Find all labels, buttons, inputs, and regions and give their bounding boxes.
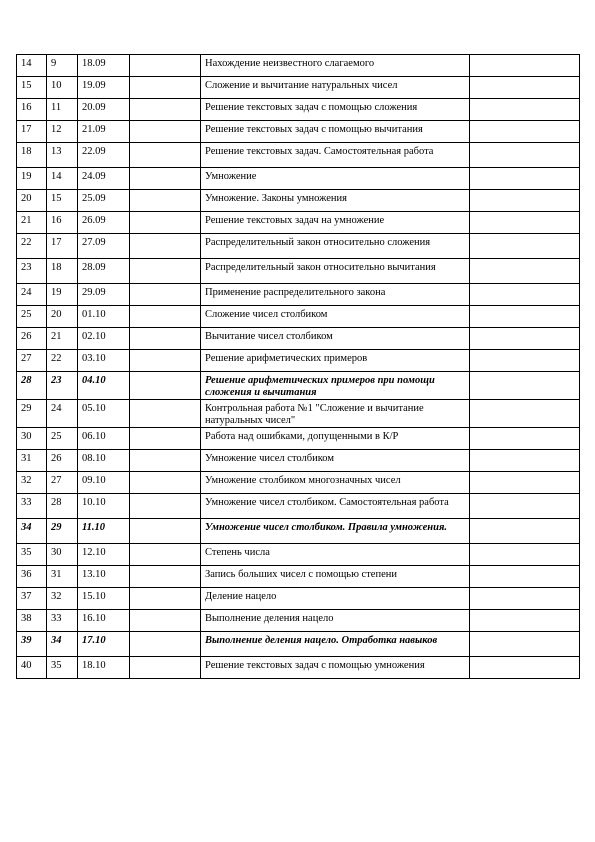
actual-date-cell [130,77,201,99]
lesson-topic-cell: Решение арифметических примеров [201,350,470,372]
notes-cell [470,472,580,494]
notes-cell [470,610,580,632]
topic-lesson-number-cell: 26 [47,450,78,472]
lesson-number-cell: 30 [17,428,47,450]
table-row [17,77,580,99]
lesson-number-cell: 14 [17,55,47,77]
topic-lesson-number-cell: 17 [47,234,78,259]
actual-date-cell [130,168,201,190]
lesson-number-cell: 36 [17,566,47,588]
topic-lesson-number-cell: 13 [47,143,78,168]
actual-date-cell [130,494,201,519]
lesson-number-cell: 24 [17,284,47,306]
topic-lesson-number-cell: 24 [47,400,78,428]
notes-cell [470,494,580,519]
table-row [17,657,580,679]
topic-lesson-number-cell: 33 [47,610,78,632]
table-row [17,55,580,77]
notes-cell [470,234,580,259]
notes-cell [470,284,580,306]
notes-cell [470,190,580,212]
lesson-number-cell: 40 [17,657,47,679]
planned-date-cell: 11.10 [78,519,130,544]
lesson-topic-cell: Сложение чисел столбиком [201,306,470,328]
actual-date-cell [130,121,201,143]
lesson-number-cell: 26 [17,328,47,350]
lesson-topic-cell: Умножение столбиком многозначных чисел [201,472,470,494]
table-row [17,350,580,372]
actual-date-cell [130,632,201,657]
actual-date-cell [130,566,201,588]
planned-date-cell: 08.10 [78,450,130,472]
lesson-topic-cell: Контрольная работа №1 "Сложение и вычитание натуральных чисел" [201,400,470,428]
planned-date-cell: 21.09 [78,121,130,143]
notes-cell [470,350,580,372]
lesson-number-cell: 31 [17,450,47,472]
planned-date-cell: 19.09 [78,77,130,99]
topic-lesson-number-cell: 11 [47,99,78,121]
lesson-topic-cell: Запись больших чисел с помощью степени [201,566,470,588]
topic-lesson-number-cell: 18 [47,259,78,284]
lesson-topic-cell: Нахождение неизвестного слагаемого [201,55,470,77]
actual-date-cell [130,99,201,121]
topic-lesson-number-cell: 10 [47,77,78,99]
topic-lesson-number-cell: 29 [47,519,78,544]
lesson-number-cell: 20 [17,190,47,212]
lesson-topic-cell: Решение текстовых задач с помощью вычитания [201,121,470,143]
actual-date-cell [130,400,201,428]
actual-date-cell [130,143,201,168]
topic-lesson-number-cell: 34 [47,632,78,657]
planned-date-cell: 27.09 [78,234,130,259]
table-row [17,212,580,234]
lesson-topic-cell: Умножение чисел столбиком. Самостоятельная работа [201,494,470,519]
planned-date-cell: 09.10 [78,472,130,494]
planned-date-cell: 25.09 [78,190,130,212]
planned-date-cell: 18.09 [78,55,130,77]
topic-lesson-number-cell: 31 [47,566,78,588]
lesson-number-cell: 22 [17,234,47,259]
lesson-topic-cell: Решение текстовых задач с помощью сложения [201,99,470,121]
table-row [17,99,580,121]
notes-cell [470,77,580,99]
lesson-topic-cell: Степень числа [201,544,470,566]
notes-cell [470,450,580,472]
notes-cell [470,428,580,450]
notes-cell [470,99,580,121]
lesson-topic-cell: Применение распределительного закона [201,284,470,306]
lesson-plan-table [16,54,580,679]
lesson-topic-cell: Умножение. Законы умножения [201,190,470,212]
table-row [17,632,580,657]
planned-date-cell: 05.10 [78,400,130,428]
table-row [17,400,580,428]
table-row [17,472,580,494]
planned-date-cell: 04.10 [78,372,130,400]
lesson-number-cell: 37 [17,588,47,610]
table-row [17,121,580,143]
actual-date-cell [130,657,201,679]
planned-date-cell: 13.10 [78,566,130,588]
table-row [17,234,580,259]
topic-lesson-number-cell: 23 [47,372,78,400]
lesson-number-cell: 27 [17,350,47,372]
lesson-number-cell: 35 [17,544,47,566]
planned-date-cell: 28.09 [78,259,130,284]
actual-date-cell [130,259,201,284]
table-row [17,284,580,306]
table-row [17,588,580,610]
lesson-topic-cell: Работа над ошибками, допущенными в К/Р [201,428,470,450]
topic-lesson-number-cell: 30 [47,544,78,566]
lesson-topic-cell: Решение текстовых задач. Самостоятельная работа [201,143,470,168]
lesson-topic-cell: Распределительный закон относительно вычитания [201,259,470,284]
actual-date-cell [130,284,201,306]
lesson-number-cell: 16 [17,99,47,121]
lesson-topic-cell: Решение арифметических примеров при помощи сложения и вычитания [201,372,470,400]
topic-lesson-number-cell: 20 [47,306,78,328]
lesson-number-cell: 19 [17,168,47,190]
planned-date-cell: 22.09 [78,143,130,168]
actual-date-cell [130,372,201,400]
planned-date-cell: 15.10 [78,588,130,610]
lesson-topic-cell: Умножение чисел столбиком. Правила умножения. [201,519,470,544]
table-row [17,428,580,450]
actual-date-cell [130,544,201,566]
notes-cell [470,588,580,610]
lesson-topic-cell: Вычитание чисел столбиком [201,328,470,350]
actual-date-cell [130,350,201,372]
topic-lesson-number-cell: 15 [47,190,78,212]
notes-cell [470,632,580,657]
planned-date-cell: 16.10 [78,610,130,632]
planned-date-cell: 01.10 [78,306,130,328]
notes-cell [470,328,580,350]
actual-date-cell [130,519,201,544]
actual-date-cell [130,588,201,610]
lesson-number-cell: 34 [17,519,47,544]
table-row [17,306,580,328]
lesson-number-cell: 18 [17,143,47,168]
lesson-topic-cell: Решение текстовых задач с помощью умножения [201,657,470,679]
notes-cell [470,566,580,588]
notes-cell [470,657,580,679]
actual-date-cell [130,428,201,450]
actual-date-cell [130,55,201,77]
notes-cell [470,55,580,77]
lesson-plan-body [17,55,580,679]
lesson-number-cell: 17 [17,121,47,143]
actual-date-cell [130,328,201,350]
notes-cell [470,143,580,168]
actual-date-cell [130,472,201,494]
planned-date-cell: 03.10 [78,350,130,372]
notes-cell [470,168,580,190]
planned-date-cell: 20.09 [78,99,130,121]
lesson-number-cell: 15 [17,77,47,99]
lesson-topic-cell: Выполнение деления нацело [201,610,470,632]
topic-lesson-number-cell: 9 [47,55,78,77]
lesson-number-cell: 38 [17,610,47,632]
table-row [17,190,580,212]
lesson-number-cell: 32 [17,472,47,494]
lesson-topic-cell: Распределительный закон относительно сложения [201,234,470,259]
topic-lesson-number-cell: 28 [47,494,78,519]
topic-lesson-number-cell: 27 [47,472,78,494]
planned-date-cell: 10.10 [78,494,130,519]
planned-date-cell: 17.10 [78,632,130,657]
topic-lesson-number-cell: 19 [47,284,78,306]
planned-date-cell: 12.10 [78,544,130,566]
actual-date-cell [130,212,201,234]
lesson-topic-cell: Умножение чисел столбиком [201,450,470,472]
notes-cell [470,212,580,234]
notes-cell [470,306,580,328]
planned-date-cell: 02.10 [78,328,130,350]
planned-date-cell: 18.10 [78,657,130,679]
actual-date-cell [130,610,201,632]
notes-cell [470,121,580,143]
planned-date-cell: 29.09 [78,284,130,306]
lesson-number-cell: 33 [17,494,47,519]
table-row [17,168,580,190]
topic-lesson-number-cell: 35 [47,657,78,679]
topic-lesson-number-cell: 22 [47,350,78,372]
planned-date-cell: 06.10 [78,428,130,450]
notes-cell [470,259,580,284]
topic-lesson-number-cell: 14 [47,168,78,190]
topic-lesson-number-cell: 12 [47,121,78,143]
table-row [17,328,580,350]
table-row [17,610,580,632]
actual-date-cell [130,450,201,472]
lesson-topic-cell: Решение текстовых задач на умножение [201,212,470,234]
actual-date-cell [130,234,201,259]
table-row [17,259,580,284]
notes-cell [470,544,580,566]
table-row [17,143,580,168]
table-row [17,494,580,519]
table-row [17,566,580,588]
actual-date-cell [130,190,201,212]
lesson-number-cell: 29 [17,400,47,428]
table-row [17,544,580,566]
lesson-number-cell: 25 [17,306,47,328]
actual-date-cell [130,306,201,328]
notes-cell [470,519,580,544]
planned-date-cell: 26.09 [78,212,130,234]
notes-cell [470,400,580,428]
table-row [17,372,580,400]
lesson-topic-cell: Умножение [201,168,470,190]
table-row [17,519,580,544]
topic-lesson-number-cell: 25 [47,428,78,450]
lesson-topic-cell: Деление нацело [201,588,470,610]
lesson-number-cell: 21 [17,212,47,234]
notes-cell [470,372,580,400]
table-row [17,450,580,472]
lesson-number-cell: 23 [17,259,47,284]
planned-date-cell: 24.09 [78,168,130,190]
lesson-number-cell: 28 [17,372,47,400]
lesson-topic-cell: Выполнение деления нацело. Отработка навыков [201,632,470,657]
lesson-topic-cell: Сложение и вычитание натуральных чисел [201,77,470,99]
topic-lesson-number-cell: 21 [47,328,78,350]
topic-lesson-number-cell: 16 [47,212,78,234]
topic-lesson-number-cell: 32 [47,588,78,610]
lesson-number-cell: 39 [17,632,47,657]
